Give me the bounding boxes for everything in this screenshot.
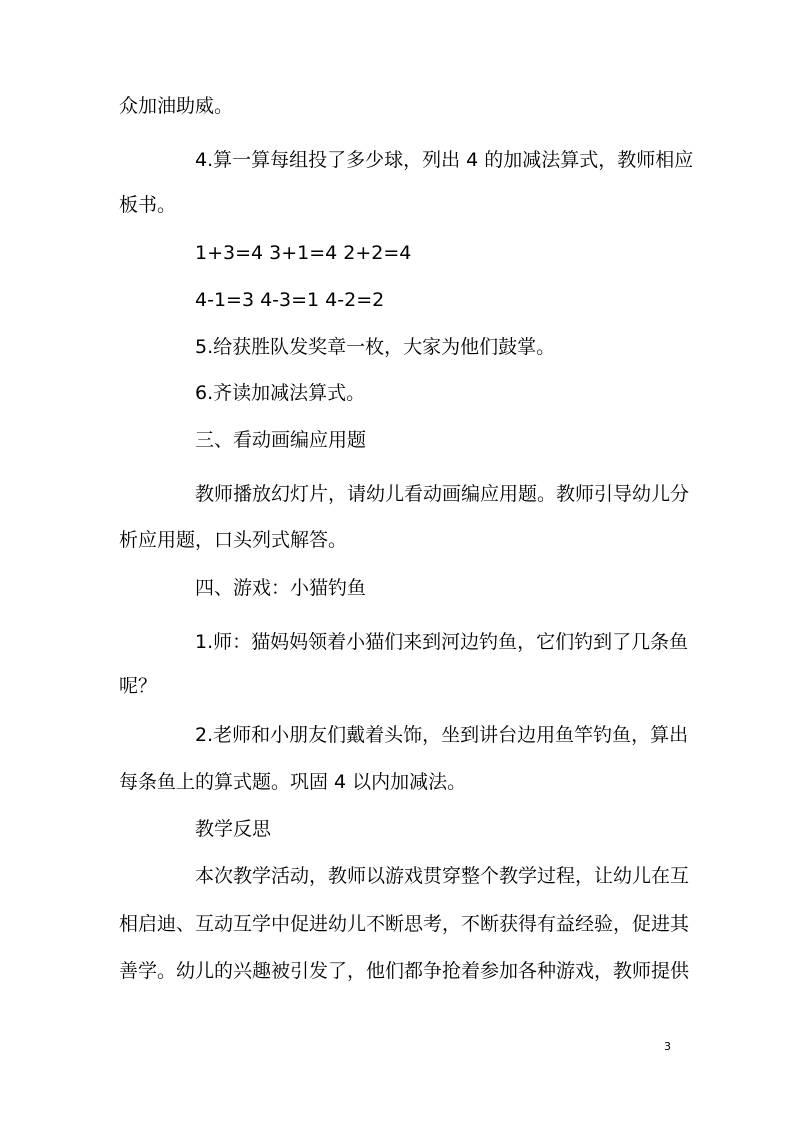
text-line: 呢？ (119, 675, 158, 697)
text-line: 众加油助威。 (119, 95, 234, 117)
text-line: 教师播放幻灯片，请幼儿看动画编应用题。教师引导幼儿分 (195, 483, 690, 505)
text-line: 相启迪、互动互学中促进幼儿不断思考，不断获得有益经验，促进其 (119, 913, 690, 935)
section-heading: 四、游戏：小猫钓鱼 (195, 577, 367, 599)
text-line: 1.师：猫妈妈领着小猫们来到河边钓鱼，它们钓到了几条鱼 (195, 631, 689, 653)
text-line: 善学。幼儿的兴趣被引发了，他们都争抢着参加各种游戏，教师提供 (119, 960, 690, 982)
equation-line: 4-1=3 4-3=1 4-2=2 (195, 289, 385, 311)
text-line: 析应用题，口头列式解答。 (119, 529, 348, 551)
text-line: 每条鱼上的算式题。巩固 4 以内加减法。 (119, 771, 467, 793)
text-line: 板书。 (119, 194, 177, 216)
equation-line: 1+3=4 3+1=4 2+2=4 (195, 242, 412, 264)
text-line: 4.算一算每组投了多少球，列出 4 的加减法算式，教师相应 (195, 149, 694, 171)
text-line: 6.齐读加减法算式。 (195, 382, 366, 404)
text-line: 2.老师和小朋友们戴着头饰，坐到讲台边用鱼竿钓鱼，算出 (195, 724, 689, 746)
text-line: 5.给获胜队发奖章一枚，大家为他们鼓掌。 (195, 336, 556, 358)
text-line: 本次教学活动，教师以游戏贯穿整个教学过程，让幼儿在互 (195, 865, 690, 887)
section-heading: 三、看动画编应用题 (195, 429, 367, 451)
page-number: 3 (664, 1040, 671, 1053)
section-heading: 教学反思 (195, 818, 272, 840)
